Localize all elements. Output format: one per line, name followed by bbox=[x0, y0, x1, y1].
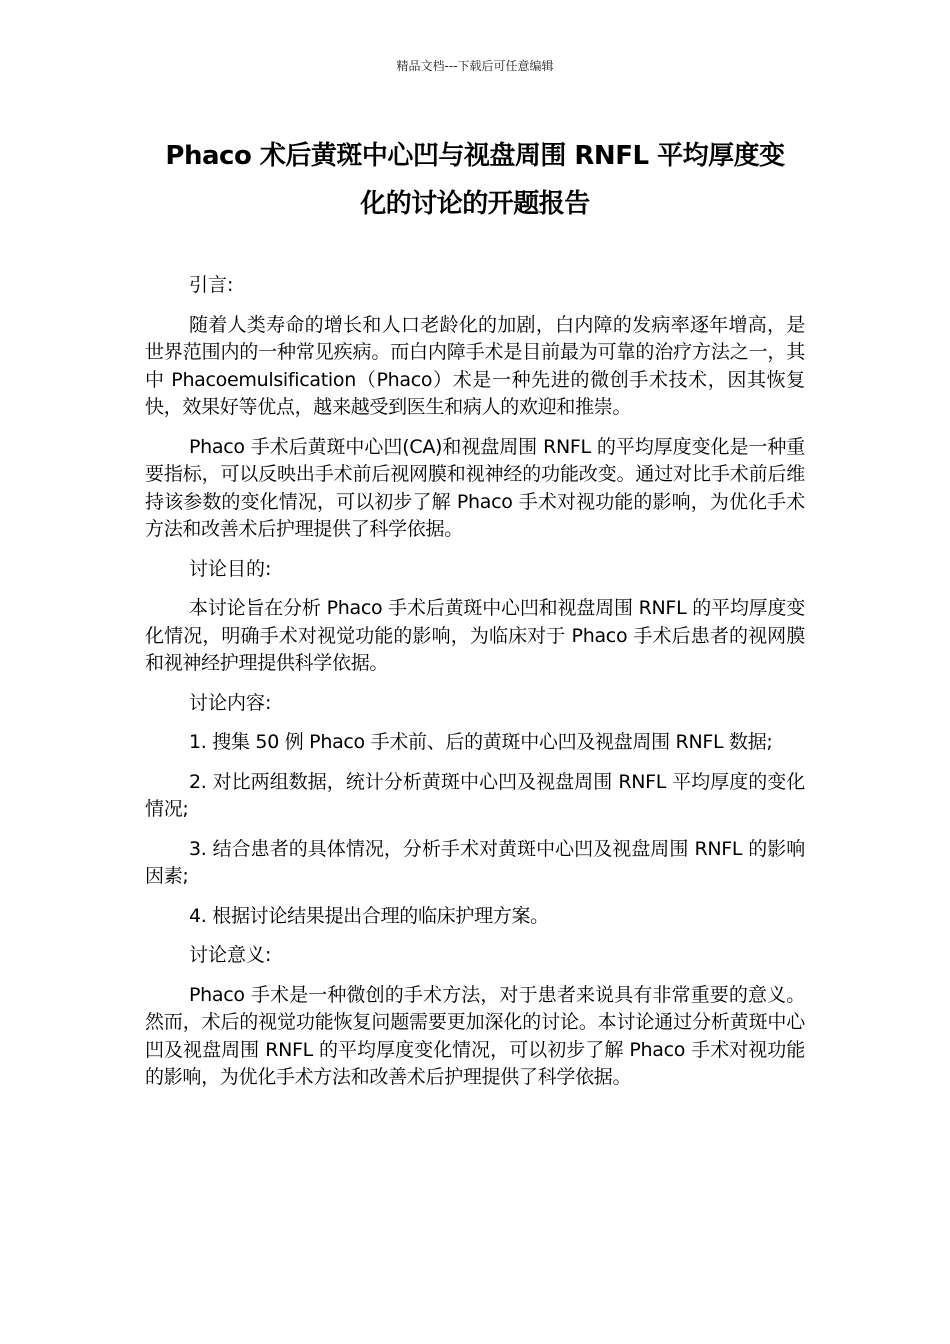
content-heading: 讨论内容: bbox=[189, 691, 272, 714]
document-body bbox=[145, 272, 805, 1104]
intro-heading: 引言: bbox=[189, 274, 234, 296]
content-item-3: 3. 结合患者的具体情况，分析手术对黄斑中心凹及视盘周围 RNFL 的影响因素; bbox=[145, 837, 805, 887]
content-item-4: 4. 根据讨论结果提出合理的临床护理方案。 bbox=[189, 904, 549, 927]
purpose-paragraph: 本讨论旨在分析 Phaco 手术后黄斑中心凹和视盘周围 RNFL 的平均厚度变化情况，明确手术对视觉功能的影响，为临床对于 Phaco 手术后患者的视网膜和视神经护理提供科学依据。 bbox=[145, 597, 805, 674]
significance-heading: 讨论意义: bbox=[189, 944, 272, 966]
intro-paragraph-1: 随着人类寿命的增长和人口老龄化的加剧，白内障的发病率逐年增高，是世界范围内的一种常见疾病。而白内障手术是目前最为可靠的治疗方法之一，其中 Phacoemulsification（Phaco）术是一种先进的微创手术技术，因其恢复快，效果好等优点，越来越受到医生和病人的欢迎和推崇。 bbox=[145, 313, 805, 418]
document-title-line-1: Phaco 术后黄斑中心凹与视盘周围 RNFL 平均厚度变 bbox=[165, 141, 785, 171]
document-title bbox=[130, 132, 820, 228]
purpose-heading: 讨论目的: bbox=[189, 557, 272, 580]
page-header-note: 精品文档---下载后可任意编辑 bbox=[396, 59, 554, 73]
content-item-1: 1. 搜集 50 例 Phaco 手术前、后的黄斑中心凹及视盘周围 RNFL 数据; bbox=[189, 731, 773, 753]
intro-paragraph-2: Phaco 手术后黄斑中心凹(CA)和视盘周围 RNFL 的平均厚度变化是一种重要指标，可以反映出手术前后视网膜和视神经的功能改变。通过对比手术前后维持该参数的变化情况，可以初步了解 Phaco 手术对视功能的影响，为优化手术方法和改善术后护理提供了科学依据。 bbox=[145, 435, 805, 540]
content-item-2: 2. 对比两组数据，统计分析黄斑中心凹及视盘周围 RNFL 平均厚度的变化情况; bbox=[145, 770, 805, 820]
document-title-line-2: 化的讨论的开题报告 bbox=[360, 189, 590, 219]
significance-paragraph: Phaco 手术是一种微创的手术方法，对于患者来说具有非常重要的意义。然而，术后的视觉功能恢复问题需要更加深化的讨论。本讨论通过分析黄斑中心凹及视盘周围 RNFL 的平均厚度变化情况，可以初步了解 Phaco 手术对视功能的影响，为优化手术方法和改善术后护理提供了科学依据。 bbox=[145, 983, 805, 1088]
